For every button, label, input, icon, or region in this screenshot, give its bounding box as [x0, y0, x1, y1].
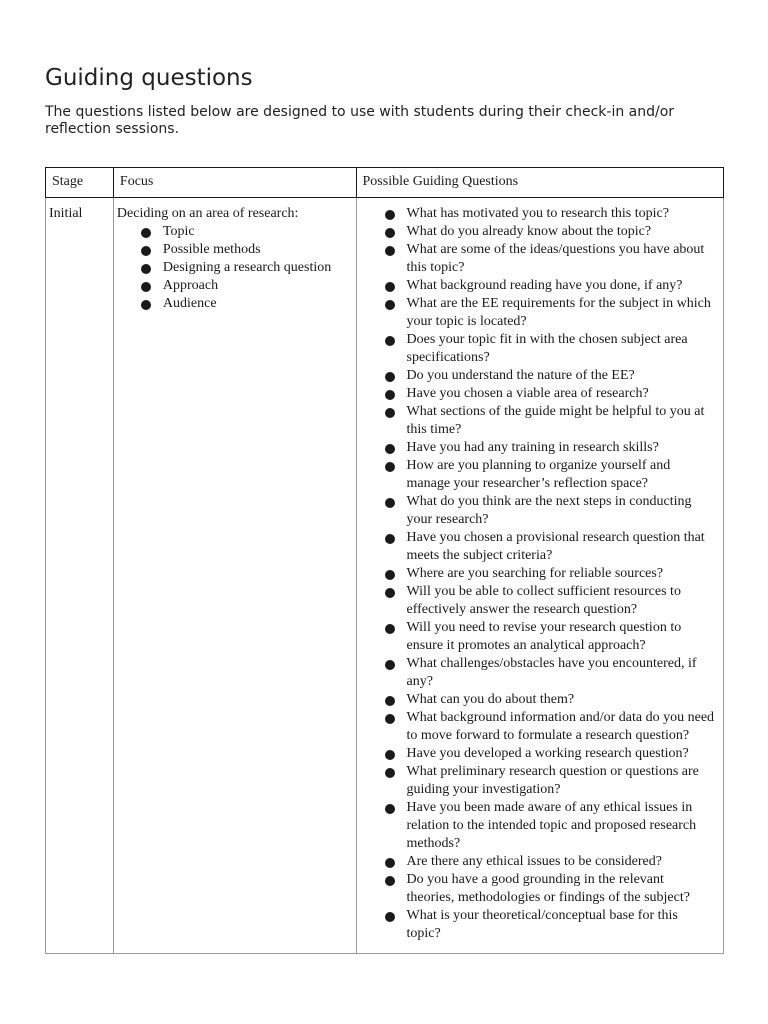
- question-item: What has motivated you to research this topic?: [384, 205, 715, 223]
- question-item: Have you chosen a viable area of research?: [384, 385, 715, 403]
- question-item: Do you understand the nature of the EE?: [384, 367, 715, 385]
- questions-cell: [356, 198, 723, 954]
- intro-paragraph: The questions listed below are designed to use with students during their check-in and/or reflection sessions.: [45, 104, 675, 137]
- guiding-questions-table: [45, 167, 724, 954]
- page-title: Guiding questions: [45, 65, 253, 91]
- question-item: Have you been made aware of any ethical issues in relation to the intended topic and proposed research methods?: [384, 799, 715, 853]
- question-item: Will you be able to collect sufficient resources to effectively answer the research question?: [384, 583, 715, 619]
- question-item: What are some of the ideas/questions you have about this topic?: [384, 241, 715, 277]
- question-item: What challenges/obstacles have you encountered, if any?: [384, 655, 715, 691]
- question-item: What preliminary research question or questions are guiding your investigation?: [384, 763, 715, 799]
- table-row: [46, 198, 724, 954]
- header-focus: Focus: [113, 168, 356, 198]
- question-item: What are the EE requirements for the subject in which your topic is located?: [384, 295, 715, 331]
- focus-item: Designing a research question: [140, 259, 354, 277]
- focus-item: Possible methods: [140, 241, 354, 259]
- question-item: How are you planning to organize yourself and manage your researcher’s reflection space?: [384, 457, 715, 493]
- question-item: What background information and/or data do you need to move forward to formulate a research question?: [384, 709, 715, 745]
- question-item: What is your theoretical/conceptual base for this topic?: [384, 907, 715, 943]
- focus-lead: Deciding on an area of research:: [116, 206, 299, 221]
- question-item: What background reading have you done, if any?: [384, 277, 715, 295]
- question-item: Have you chosen a provisional research question that meets the subject criteria?: [384, 529, 715, 565]
- focus-item: Topic: [140, 223, 354, 241]
- question-item: Are there any ethical issues to be considered?: [384, 853, 715, 871]
- focus-cell: [113, 198, 356, 954]
- question-item: Will you need to revise your research question to ensure it promotes an analytical approach?: [384, 619, 715, 655]
- header-stage: Stage: [46, 168, 114, 198]
- question-item: What do you think are the next steps in conducting your research?: [384, 493, 715, 529]
- focus-item: Approach: [140, 277, 354, 295]
- question-item: What can you do about them?: [384, 691, 715, 709]
- question-item: Have you had any training in research skills?: [384, 439, 715, 457]
- question-item: Have you developed a working research question?: [384, 745, 715, 763]
- table-body: [46, 198, 724, 954]
- questions-list: [360, 205, 721, 943]
- question-item: Does your topic fit in with the chosen subject area specifications?: [384, 331, 715, 367]
- question-item: What do you already know about the topic?: [384, 223, 715, 241]
- focus-item: Audience: [140, 295, 354, 313]
- question-item: Where are you searching for reliable sources?: [384, 565, 715, 583]
- question-item: What sections of the guide might be helpful to you at this time?: [384, 403, 715, 439]
- question-item: Do you have a good grounding in the relevant theories, methodologies or findings of the subject?: [384, 871, 715, 907]
- stage-cell: Initial: [46, 198, 114, 954]
- header-questions: Possible Guiding Questions: [356, 168, 723, 198]
- table-header-row: [46, 168, 724, 198]
- focus-list: [117, 223, 354, 313]
